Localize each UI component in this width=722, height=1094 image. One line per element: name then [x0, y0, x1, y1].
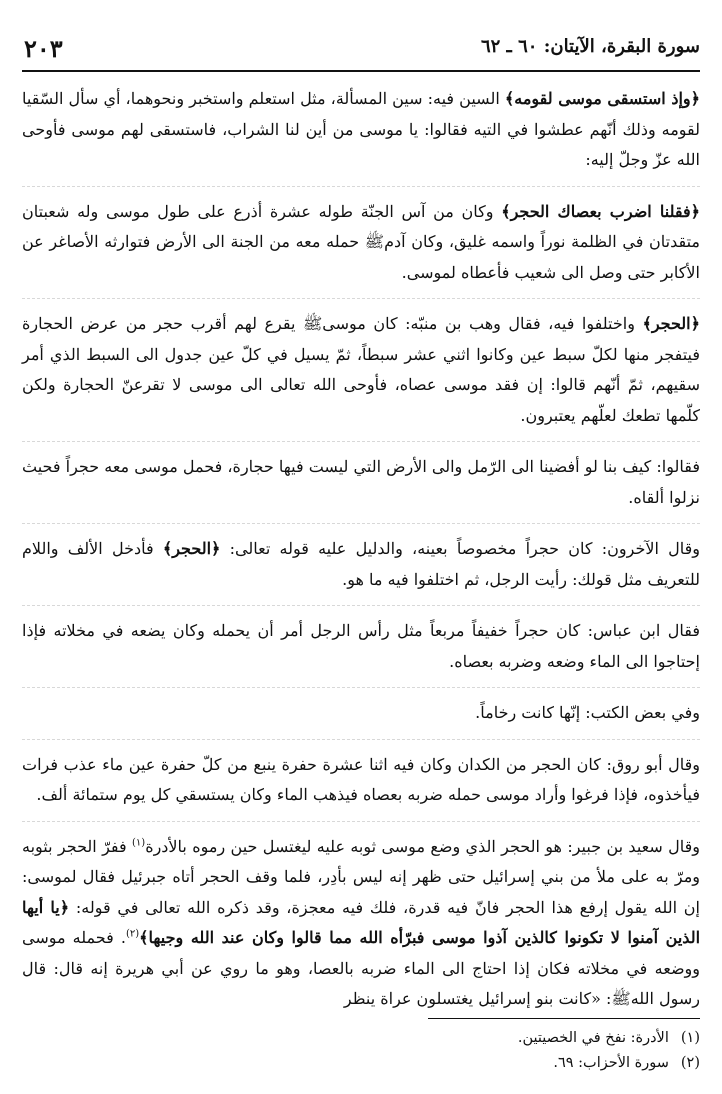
paragraph-text: وقال الآخرون: كان حجراً مخصوصاً بعينه، والدليل عليه قوله تعالى: — [220, 539, 701, 558]
quran-quote: ﴿فقلنا اضرب بعصاك الحجر﴾ — [501, 201, 701, 221]
paragraph — [22, 197, 700, 300]
paragraph-text: وقال أبو روق: كان الحجر من الكدان وكان فيه اثنا عشرة حفرة ينبع من كلّ حفرة عين ماء عذب فرات فيأخذوه، فإذا فرغوا وأراد موسى حمله ضربه بعصاه فيذهب الماء وكان يستسقي كل يوم ستمائة ألف. — [22, 754, 700, 804]
paragraph-text: فأدخل الألف واللام للتعريف مثل قولك: رأيت الرجل، ثم اختلفوا فيه ما هو. — [22, 539, 700, 589]
quran-quote: ﴿الحجر﴾ — [162, 539, 221, 558]
footnote-divider — [428, 1018, 700, 1019]
running-title: سورة البقرة، الآيتان: ٦٠ ـ ٦٢ — [480, 36, 700, 57]
paragraph-text: فقالوا: كيف بنا لو أفضينا الى الرّمل والى الأرض التي ليست فيها حجارة، فحمل موسى معه حجراً فحيث نزلوا ألقاه. — [22, 457, 700, 507]
paragraph-text: وفي بعض الكتب: إنّها كانت رخاماً. — [475, 703, 700, 722]
paragraph-text: . فحمله موسى ووضعه في مخلاته فكان إذا احتاج الى الماء ضربه بالعصا، وهو ما روي عن أبي هريرة إنه قال: قال رسول اللهﷺ: «كانت بنو إسرائيل يغتسلون عراة ينظر — [22, 928, 700, 1008]
paragraph — [22, 616, 700, 688]
footnote-number: (١) — [680, 1030, 700, 1046]
quran-quote: ﴿الحجر﴾ — [642, 314, 700, 333]
footnotes — [22, 1026, 700, 1076]
page-body — [22, 84, 700, 1025]
quran-quote: ﴿وإذ استسقى موسى لقومه﴾ — [504, 89, 700, 108]
paragraph-text: وقال سعيد بن جبير: هو الحجر الذي وضع موسى ثوبه عليه ليغتسل حين رموه بالأدرة — [145, 836, 700, 856]
paragraph — [22, 452, 700, 524]
quran-quote: ﴿يا أيها الذين آمنوا لا تكونوا كالذين آذوا موسى فبرّأه الله مما قالوا وكان عند الله وجيها﴾ — [22, 897, 701, 947]
paragraph-text: فقال ابن عباس: كان حجراً خفيفاً مربعاً مثل رأس الرجل أمر أن يحمله وكان يضعه في مخلاته فإذا إحتاجوا الى الماء وضعه وضربه بعصاه. — [22, 621, 700, 671]
footnote-reference: (٢) — [125, 928, 140, 940]
page-number: ٢٠٣ — [24, 34, 63, 63]
paragraph — [22, 309, 700, 442]
paragraph — [22, 832, 700, 1025]
footnote-item — [22, 1026, 700, 1051]
paragraph — [22, 84, 700, 187]
paragraph-text: السين فيه: سين المسألة، مثل استعلم واستخبر ونحوهما، أي سأل السّقيا لقومه وذلك أنّهم عطشوا في التيه فقالوا: يا موسى من أين لنا الشراب، فاستسقى لهم موسى فأوحى الله عزّ وجلّ إليه: — [22, 89, 700, 169]
paragraph — [22, 698, 700, 740]
paragraph-text: واختلفوا فيه، فقال وهب بن منبّه: كان موسىﷺ يقرع لهم أقرب حجر من عرض الحجارة فيتفجر منها لكلّ سبط عين وكانوا اثني عشر سبطاً، ثمّ يسيل في كلّ عين جدول الى السبط الذي أمر سقيهم، ثمّ أنّهم قالوا: إن فقد موسى عصاه، فأوحى الله تعالى الى موسى لا تقرعنّ الحجارة ولكن كلّمها تطعك لعلّهم يعتبرون. — [22, 314, 700, 425]
paragraph — [22, 534, 700, 606]
footnote-number: (٢) — [680, 1055, 700, 1071]
footnote-text: سورة الأحزاب: ٦٩. — [553, 1055, 669, 1071]
paragraph-text: ففرّ الحجر بثوبه ومرّ به على ملأ من بني إسرائيل حتى ظهر إنه ليس بأدِر، فلما وقف الحجر أتاه جبرئيل فقال لموسى: إن الله يقول إرفع هذا الحجر فانّ فيه قدرة، فلك فيه معجزة، وقد ذكره الله تعالى في قوله: — [22, 836, 701, 917]
footnote-item — [22, 1051, 700, 1076]
page-header — [22, 34, 700, 72]
footnote-reference: (١) — [132, 837, 146, 849]
paragraph-text: وكان من آس الجنّة طوله عشرة أذرع على طول موسى وله شعبتان متقدتان في الظلمة نوراً واسمه غليق، وكان آدمﷺ حمله معه من الجنة الى الأرض فتوارثه الأصاغر عن الأكابر حتى وصل الى شعيب فأعطاه لموسى. — [22, 201, 700, 282]
paragraph — [22, 750, 700, 822]
footnote-text: الأدرة: نفخ في الخصيتين. — [517, 1030, 669, 1046]
